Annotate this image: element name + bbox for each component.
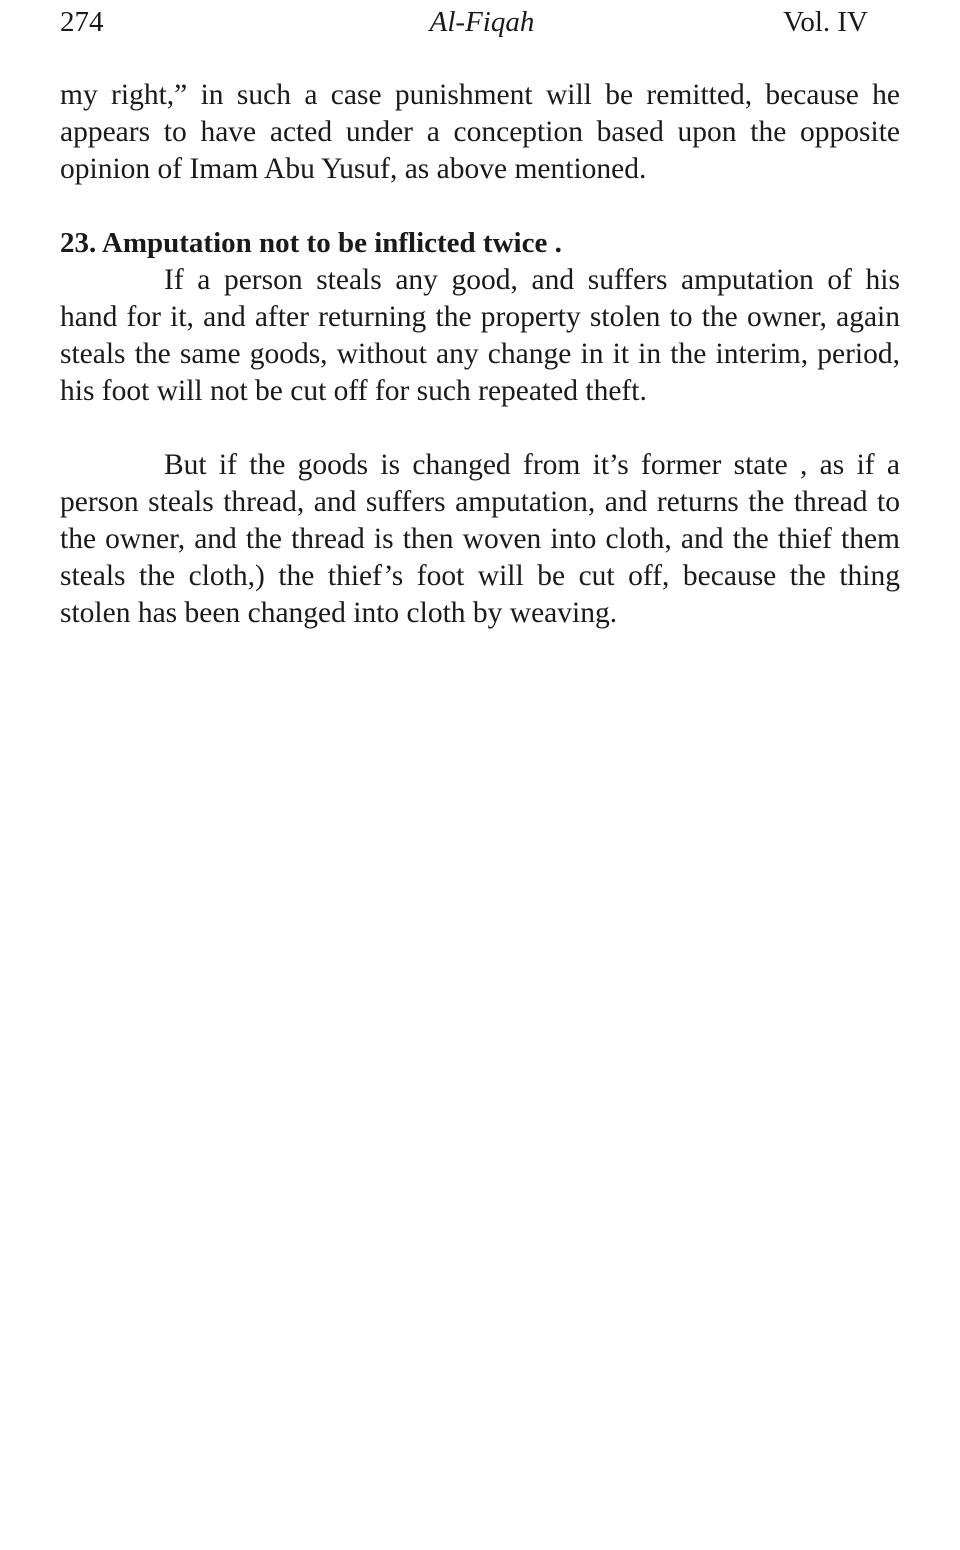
section-heading: 23. Amputation not to be inflicted twice . [60,227,562,259]
paragraph-changed-goods: But if the goods is changed from it’s former state , as if a person steals thread, and suffers amputation, and returns the thread to the owner, and the thread is then woven into cloth, and the thief them steals the cloth,) the thief’s foot will be cut off, because the thing stolen has been changed into cloth by weaving. [60,449,900,629]
volume-label: Vol. IV [783,6,868,38]
body-text [60,77,900,632]
paragraph-repeated-theft: If a person steals any good, and suffers amputation of his hand for it, and after returning the property stolen to the owner, again steals the same goods, without any change in it in the interim, period, his foot will not be cut off for such repeated theft. [60,264,900,407]
continuation-paragraph: my right,” in such a case punishment will be remitted, because he appears to have acted under a conception based upon the opposite opinion of Imam Abu Yusuf, as above mentioned. [60,79,900,185]
book-title: Al-Fiqah [429,6,535,38]
page-number: 274 [60,6,104,38]
running-header [60,2,868,42]
